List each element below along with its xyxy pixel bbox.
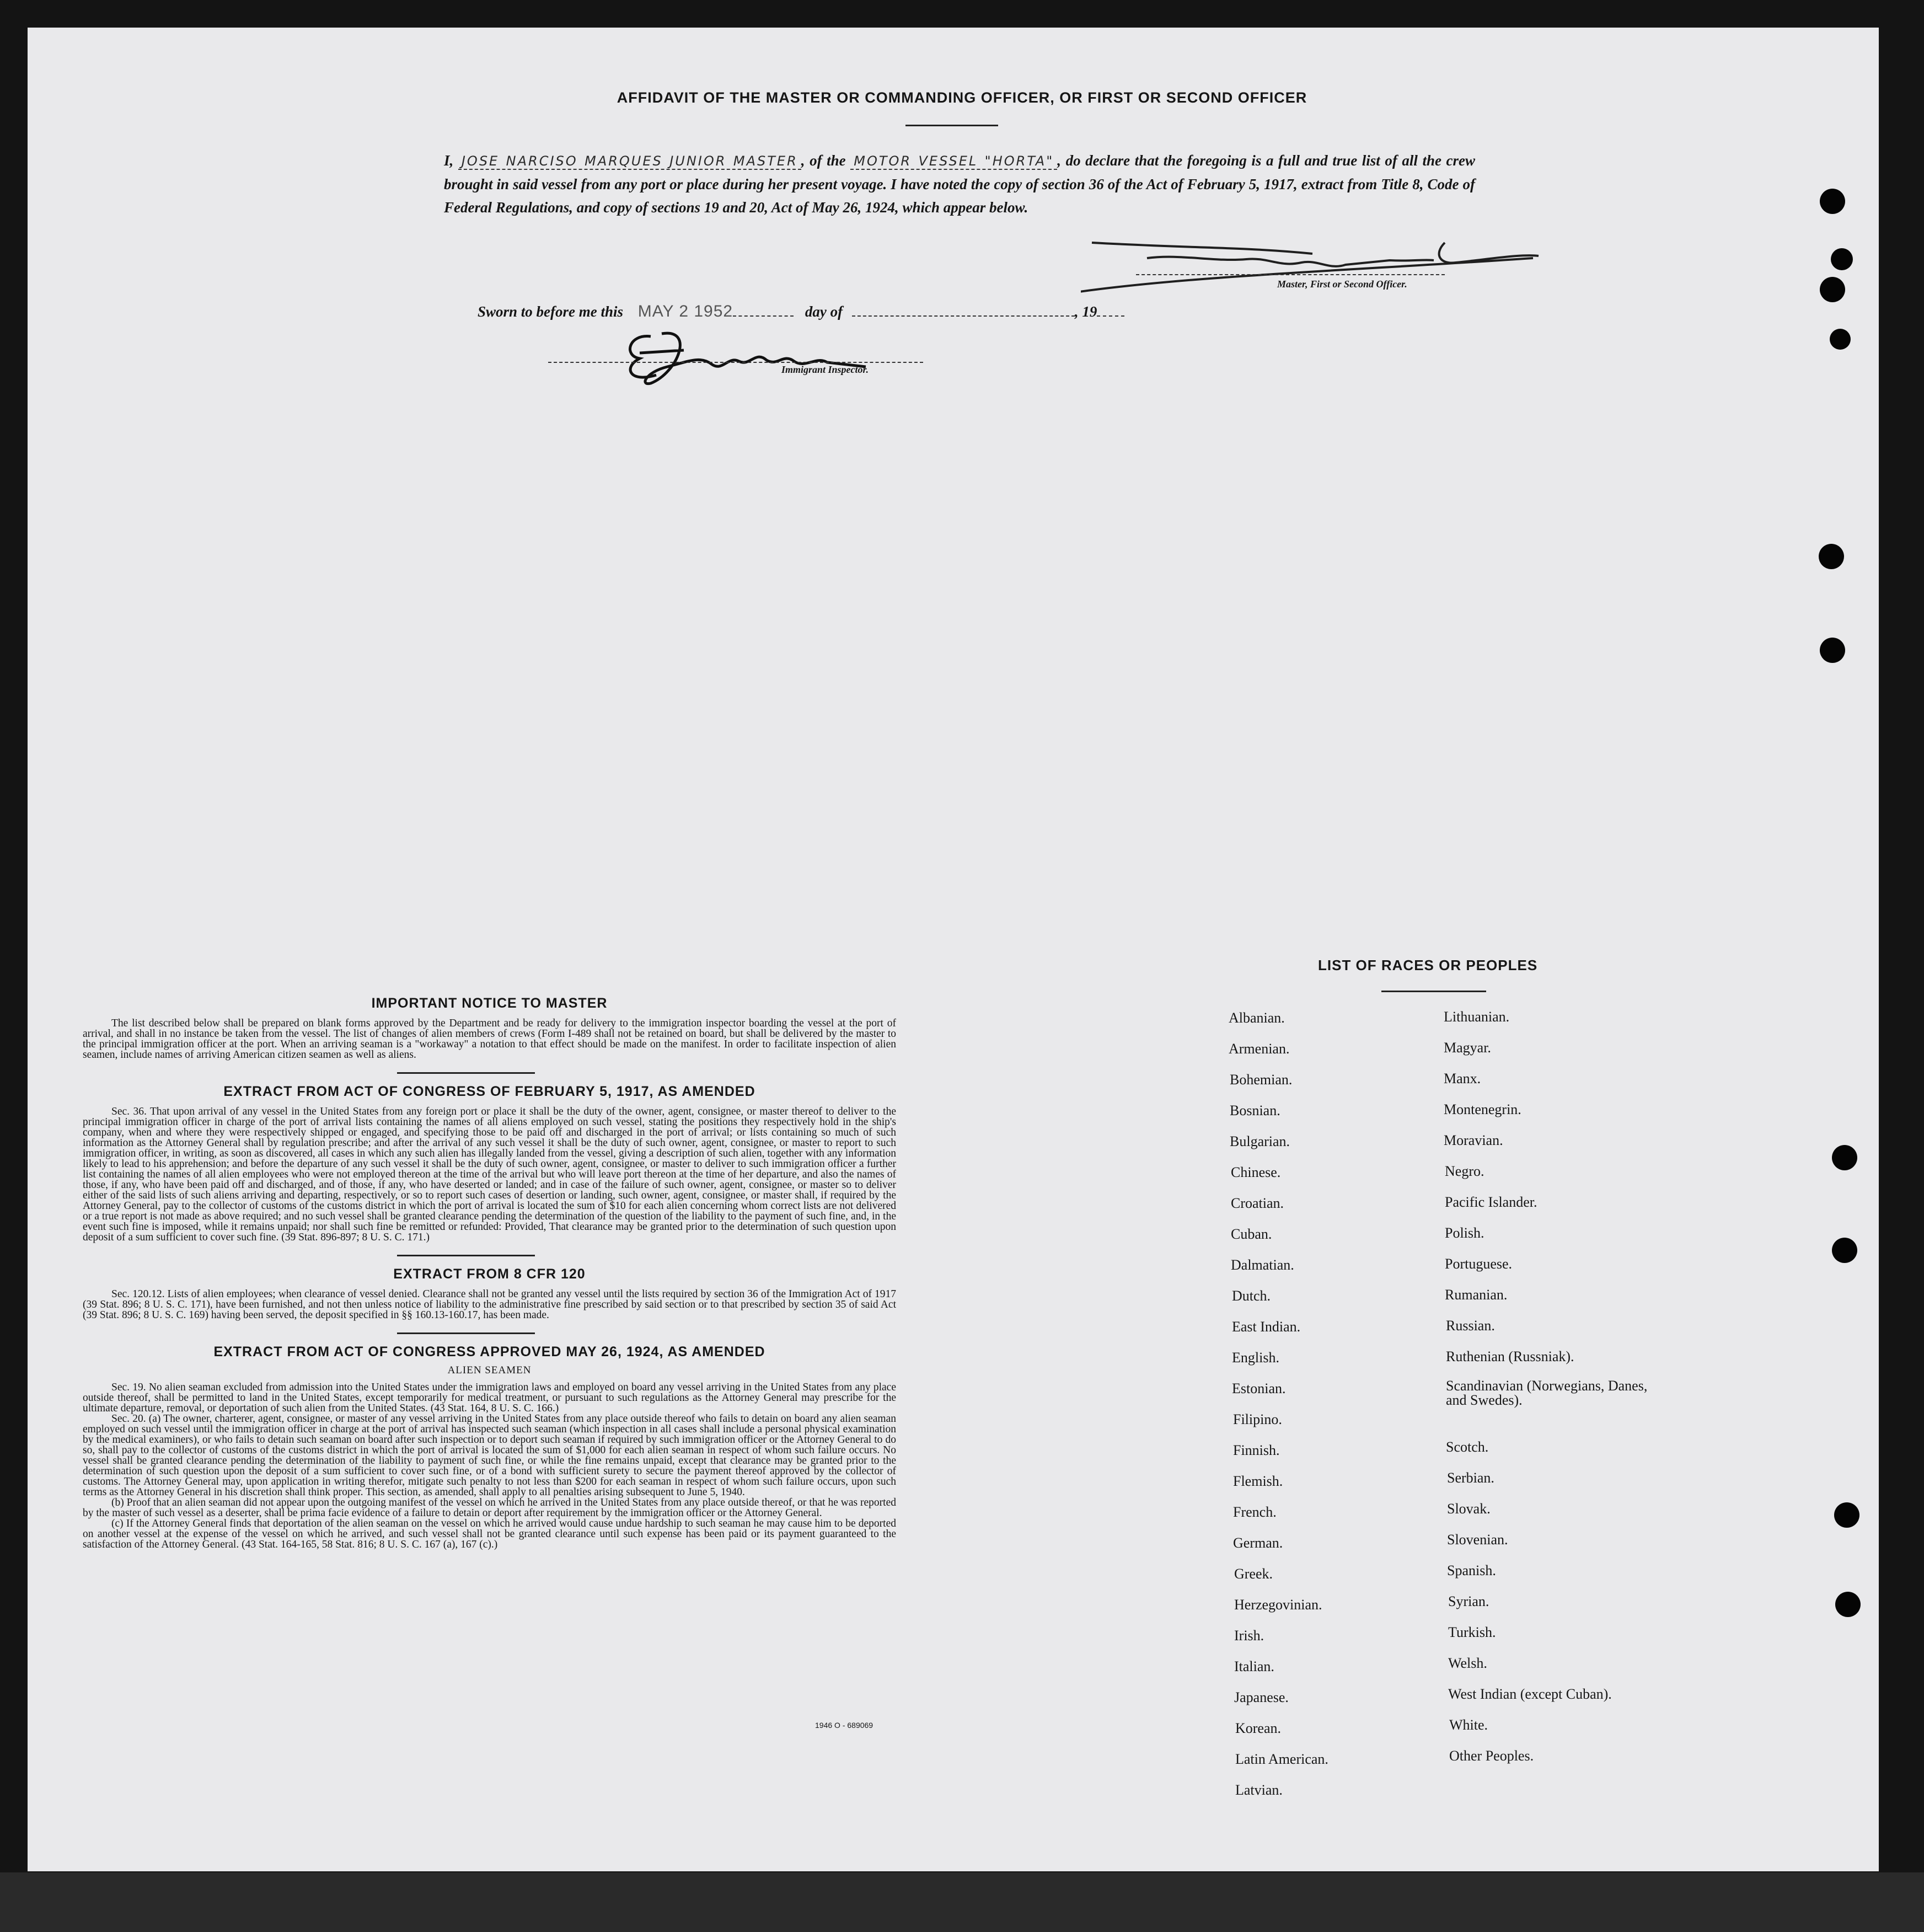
race-item: Cuban. — [1231, 1226, 1272, 1242]
race-item: Negro. — [1445, 1163, 1484, 1179]
race-item: Other Peoples. — [1449, 1748, 1534, 1764]
race-item: Slovenian. — [1447, 1532, 1508, 1548]
divider — [397, 1072, 535, 1074]
race-item: German. — [1233, 1535, 1283, 1551]
declaration-of-the: , of the — [801, 152, 846, 169]
punch-hole — [1834, 1502, 1859, 1528]
date-stamp: MAY 2 1952 — [637, 302, 733, 320]
extract-1924-title: EXTRACT FROM ACT OF CONGRESS APPROVED MAY 26, 1924, AS AMENDED — [213, 1344, 765, 1360]
notice-body: The list described below shall be prepared on blank forms approved by the Department and be ready for delivery to the immigration inspector boarding the vessel at the port of arrival, and shall in no instance be taken from the vessel. The list of changes of alien members of crews (Form I-489 shall not be retained on board, but shall be delivered by the master to the principal immigration officer at the port. When an arriving seaman is a "workaway" a notation to that effect should be made on the manifest. In order to facilitate inspection of alien seamen, include names of arriving American citizen seamen as well as aliens. — [83, 1018, 896, 1061]
race-item: Filipino. — [1233, 1411, 1282, 1427]
race-item: White. — [1449, 1717, 1488, 1733]
punch-hole — [1832, 1238, 1857, 1263]
punch-hole — [1832, 1145, 1857, 1170]
race-item: Chinese. — [1231, 1164, 1281, 1180]
race-item: Bulgarian. — [1230, 1133, 1290, 1149]
race-item: Irish. — [1234, 1628, 1264, 1644]
sworn-text: Sworn to before me this — [478, 303, 624, 320]
inspector-label: Immigrant Inspector. — [781, 364, 869, 375]
sec19-paragraph: Sec. 19. No alien seaman excluded from admission into the United States under the immigration laws and employed on board any vessel arriving in the United States from any place outside thereof, shall be permitted to land in the United States, except temporarily for medical treatment, or pursuant to such regulations as the Attorney General may prescribe for the ultimate departure, removal, or deportation of such alien from the United States. (43 Stat. 164, 8 U. S. C. 166.) — [83, 1382, 896, 1414]
race-item: Japanese. — [1234, 1689, 1289, 1705]
inspector-signature-line — [548, 362, 923, 363]
races-divider — [1381, 991, 1486, 992]
punch-hole — [1835, 1592, 1861, 1617]
title-divider — [905, 125, 998, 126]
extract-cfr-title: EXTRACT FROM 8 CFR 120 — [393, 1266, 586, 1282]
notice-section — [83, 996, 896, 1550]
sec20c-paragraph: (c) If the Attorney General finds that deportation of the alien seaman on the vessel on which he arrived would cause undue hardship to such seaman he may cause him to be deported on another vessel at the expense of the vessel on which he arrived, and such vessel shall not be granted clearance until such expense has been paid or its payment guaranteed to the satisfaction of the Attorney General. (43 Stat. 164-165, 58 Stat. 816; 8 U. S. C. 167 (a), 167 (c).) — [83, 1518, 896, 1550]
race-item: Flemish. — [1233, 1473, 1283, 1489]
race-item: Spanish. — [1447, 1562, 1496, 1578]
extract-1917-body: Sec. 36. That upon arrival of any vessel in the United States from any foreign port or place it shall be the duty of the owner, agent, consignee, or master thereof to deliver to the principal immigration officer in charge of the port of arrival lists containing the names of all aliens employed on such vessel, stating the positions they respectively hold in the ship's company, when and where they were respectively shipped or engaged, and specifying those to be paid off and discharged in the port of arrival; or lists containing so much of such information as the Attorney General shall by regulation prescribe; and after the arrival of any such vessel it shall be the duty of such owner, agent, consignee, or master to report to such immigration officer, in writing, as soon as discovered, all cases in which any such alien has illegally landed from the vessel, giving a description of such alien, together with any information likely to lead to his apprehension; and before the departure of any such vessel it shall be the duty of such owner, agent, consignee, or master to deliver to such immigration officer a further list containing the names of all alien employees who were not employed thereon at the time of the arrival but who will leave port thereon at the time of her departure, and also the names of those, if any, who have been paid off and discharged, and of those, if any, who have deserted or landed; and in case of the failure of such owner, agent, consignee, or master so to deliver either of the said lists of such aliens arriving and departing, respectively, or so to report such cases of desertion or landing, such owner, agent, consignee, or master shall, if required by the Attorney General, pay to the collector of customs of the customs district in which the port of arrival is located the sum of $10 for each alien concerning whom correct lists are not delivered or a true report is not made as above required; and no such vessel shall be granted clearance pending the determination of the question of the liability to the payment of such fine, and, in the event such fine is imposed, while it remains unpaid; nor shall such fine be remitted or refunded: Provided, That clearance may be granted prior to the determination of such question upon deposit of a sum sufficient to cover such fine. (39 Stat. 896-897; 8 U. S. C. 171.) — [83, 1106, 896, 1243]
race-item: Armenian. — [1229, 1041, 1290, 1057]
year-prefix: , 19 — [1074, 303, 1097, 320]
race-item: Rumanian. — [1445, 1287, 1508, 1303]
master-name: JOSE NARCISO MARQUES JUNIOR MASTER — [458, 153, 801, 170]
race-item: Albanian. — [1229, 1010, 1285, 1026]
vessel-name: MOTOR VESSEL "HORTA" — [850, 153, 1057, 170]
sec20a-paragraph: Sec. 20. (a) The owner, charterer, agent, consignee, or master of any vessel arriving in the United States from any place outside thereof who fails to detain on board any alien seaman employed on such vessel until the immigration officer in charge at the port of arrival has inspected such seaman (which inspection in all cases shall include a personal physical examination by the medical examiners), or who fails to detain such seaman on board after such inspection or to deport such seaman if required by such immigration officer or the Attorney General to do so, shall pay to the collector of customs of the customs district in which the port of arrival is located the sum of $1,000 for each alien seaman in respect of whom such failure occurs. No vessel shall be granted clearance pending the determination of the liability to payment of such fine, or while the fine remains unpaid, except that clearance may be granted prior to the determination of such question upon the deposit of a sum sufficient to cover such fine, or of a bond with sufficient surety to secure the payment thereof approved by the collector of customs. The Attorney General may, upon application in writing therefor, mitigate such penalty to not less than $200 for each seaman in respect of whom such failure occurs, upon such terms as the Attorney General in his discretion shall think proper. This section, as amended, shall apply to all penalties arising subsequent to June 5, 1940. — [83, 1413, 896, 1498]
declaration-i: I, — [444, 152, 454, 169]
race-item: West Indian (except Cuban). — [1448, 1686, 1612, 1702]
race-item: Croatian. — [1231, 1195, 1284, 1211]
declaration-body: that the foregoing is a full and true list of all the crew brought in said vessel from any port or place during her present voyage. I have noted the copy of section 36 of the Act of February 5, 1917, extract from Title 8, Code of Federal Regulations, and copy of sections 19 and 20, Act of May 26, 1924, which appear below. — [444, 152, 1476, 216]
race-item: Magyar. — [1444, 1040, 1491, 1056]
day-dash — [852, 315, 1075, 317]
punch-hole — [1820, 277, 1845, 302]
race-item: Estonian. — [1232, 1380, 1286, 1396]
race-item: Russian. — [1446, 1318, 1495, 1334]
alien-seamen-subtitle: ALIEN SEAMEN — [447, 1364, 532, 1376]
race-item: Finnish. — [1233, 1442, 1280, 1458]
extract-cfr-body: Sec. 120.12. Lists of alien employees; when clearance of vessel denied. Clearance shall not be granted any vessel until the lists required by section 36 of the Immigration Act of 1917 (39 Stat. 896; 8 U. S. C. 171), have been furnished, and not then unless notice of liability to the administrative fine prescribed by said section or to that prescribed by section 35 of said Act (39 Stat. 896; 8 U. S. C. 169) having been served, the deposit specified in §§ 160.13-160.17, has been made. — [83, 1288, 896, 1321]
race-item: Turkish. — [1448, 1624, 1496, 1640]
race-item: Dalmatian. — [1231, 1257, 1294, 1273]
punch-hole — [1830, 329, 1851, 350]
race-item: Scandinavian (Norwegians, Danes, and Swedes). — [1446, 1378, 1648, 1408]
race-item: Latvian. — [1235, 1782, 1283, 1798]
race-item: Syrian. — [1448, 1593, 1489, 1609]
punch-hole — [1819, 544, 1844, 569]
sec20b-paragraph: (b) Proof that an alien seaman did not appear upon the outgoing manifest of the vessel on which he arrived in the United States from any place outside thereof, or that he was reported by the master of such vessel as a deserter, shall be prima facie evidence of a failure to detain or deport after requirement by the immigration officer or the Attorney General. — [83, 1497, 896, 1519]
race-item: Slovak. — [1447, 1501, 1491, 1517]
race-item: Greek. — [1234, 1566, 1273, 1582]
punch-hole — [1831, 248, 1853, 270]
print-code: 1946 O - 689069 — [815, 1721, 873, 1730]
race-item: Moravian. — [1444, 1132, 1503, 1148]
race-item: Ruthenian (Russniak). — [1446, 1348, 1574, 1364]
race-item: English. — [1232, 1350, 1279, 1366]
race-item: Herzegovinian. — [1234, 1597, 1322, 1613]
race-item: Montenegrin. — [1444, 1101, 1521, 1117]
affidavit-title: AFFIDAVIT OF THE MASTER OR COMMANDING OFFICER, OR FIRST OR SECOND OFFICER — [617, 89, 1307, 106]
divider — [397, 1332, 535, 1334]
master-label: Master, First or Second Officer. — [1277, 279, 1407, 290]
race-item: Serbian. — [1447, 1470, 1494, 1486]
race-item: Italian. — [1234, 1658, 1274, 1674]
race-item: Dutch. — [1232, 1288, 1271, 1304]
day-of-text: day of — [805, 303, 843, 320]
sworn-line — [478, 302, 1124, 321]
year-dash — [1097, 315, 1124, 317]
race-item: Latin American. — [1235, 1751, 1328, 1767]
declaration-do-declare: , do declare — [1057, 152, 1130, 169]
extract-1917-title: EXTRACT FROM ACT OF CONGRESS OF FEBRUARY 5, 1917, AS AMENDED — [223, 1084, 755, 1099]
race-item: Bohemian. — [1230, 1072, 1293, 1088]
punch-hole — [1820, 638, 1845, 663]
divider — [397, 1255, 535, 1256]
inspector-signature — [618, 323, 871, 389]
date-dash — [733, 315, 794, 317]
race-item: Manx. — [1444, 1071, 1481, 1087]
race-item: Korean. — [1235, 1720, 1282, 1736]
race-item: Polish. — [1445, 1225, 1484, 1241]
declaration-text — [444, 149, 1475, 219]
race-item: Bosnian. — [1230, 1103, 1280, 1118]
race-item: French. — [1233, 1504, 1277, 1520]
race-item: Welsh. — [1448, 1655, 1487, 1671]
race-item: East Indian. — [1232, 1319, 1301, 1335]
race-item: Scotch. — [1446, 1439, 1489, 1455]
race-item: Lithuanian. — [1444, 1009, 1510, 1025]
race-item: Pacific Islander. — [1445, 1194, 1537, 1210]
punch-hole — [1820, 189, 1845, 214]
notice-title: IMPORTANT NOTICE TO MASTER — [371, 996, 608, 1011]
race-item: Portuguese. — [1445, 1256, 1513, 1272]
master-signature-line — [1136, 274, 1445, 275]
scan-border — [0, 1872, 1924, 1932]
races-title: LIST OF RACES OR PEOPLES — [1318, 957, 1538, 973]
